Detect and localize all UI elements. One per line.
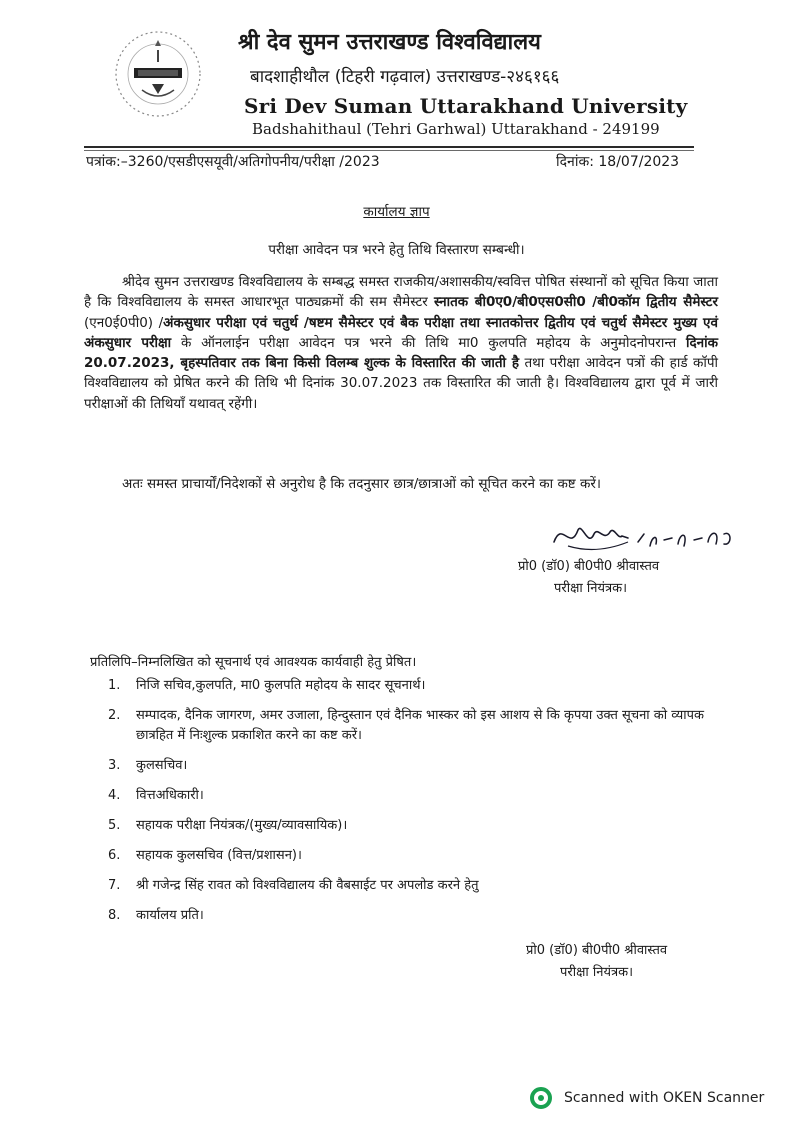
copy-heading: प्रतिलिपि–निम्नलिखित को सूचनार्थ एवं आवश्यक कार्यवाही हेतु प्रेषित।: [90, 655, 417, 670]
para-bold-course: स्नातक बी0ए0/बी0एस0सी0 /बी0कॉम द्वितीय सैमेस्टर: [433, 294, 718, 311]
list-item: 6. सहायक कुलसचिव (वित्त/प्रशासन)।: [108, 848, 302, 863]
university-address-hindi: बादशाहीथौल (टिहरी गढ़वाल) उत्तराखण्ड-२४६१६६: [250, 67, 560, 87]
scanner-label: Scanned with OKEN Scanner: [564, 1090, 765, 1106]
date-value: 18/07/2023: [598, 154, 680, 170]
request-paragraph: अतः समस्त प्राचार्यों/निदेशकों से अनुरोध है कि तदनुसार छात्र/छात्राओं को सूचित करने का कष्ट करें।: [122, 476, 601, 492]
list-item: 8. कार्यालय प्रति।: [108, 908, 204, 923]
list-item: 4. वित्तअधिकारी।: [108, 788, 204, 803]
handwritten-signature: [548, 512, 738, 560]
reference-number: पत्रांक:–3260/एसडीएसयूवी/अतिगोपनीय/परीक्षा /2023: [86, 154, 380, 170]
para-text: (एन0ई0पी0) /: [84, 314, 164, 331]
signatory-title: परीक्षा नियंत्रक।: [554, 581, 628, 596]
university-address-english: Badshahithaul (Tehri Garhwal) Uttarakhand - 249199: [252, 120, 660, 138]
header-rule: [84, 146, 694, 148]
para-text: के ऑनलाईन परीक्षा आवेदन पत्र भरने की तिथि मा0 कुलपति महोदय के अनुमोदनोपरान्त: [171, 334, 686, 351]
list-item: 7. श्री गजेन्द्र सिंह रावत को विश्वविद्यालय की वैबसाईट पर अपलोड करने हेतु: [108, 878, 479, 893]
distribution-list: [108, 676, 738, 936]
para-bold-deadline: दिनांक 20.07.2023, बृहस्पतिवार तक बिना किसी विलम्ब शुल्क के विस्तारित की जाती है: [84, 334, 718, 372]
signatory-name: प्रो0 (डॉ0) बी0पी0 श्रीवास्तव: [518, 559, 660, 574]
list-item: 2. सम्पादक, दैनिक जागरण, अमर उजाला, हिन्दुस्तान एवं दैनिक भास्कर को इस आशय से कि कृपया उक्त सूचना को व्यापक छात्रहित में निःशुल्क प्रकाशित करने का कष्ट करें।: [108, 708, 705, 743]
list-item: 5. सहायक परीक्षा नियंत्रक/(मुख्य/व्यावसायिक)।: [108, 818, 348, 833]
date-label: दिनांक:: [556, 154, 594, 170]
header-rule-secondary: [84, 150, 694, 151]
university-name-hindi: श्री देव सुमन उत्तराखण्ड विश्वविद्यालय: [238, 30, 541, 55]
memo-subject: परीक्षा आवेदन पत्र भरने हेतु तिथि विस्तारण सम्बन्धी।: [268, 242, 525, 258]
copy-signatory-name: प्रो0 (डॉ0) बी0पी0 श्रीवास्तव: [526, 943, 668, 958]
para-text: श्रीदेव सुमन उत्तराखण्ड विश्वविद्यालय के सम्बद्ध समस्त राजकीय/अशासकीय/स्ववित्त पोषित संस्थानों को सूचित किया जाता है कि विश्वविद्यालय के समस्त आधारभूत पाठ्यक्रमों की सम सैमेस्टर: [84, 274, 718, 311]
list-item: 3. कुलसचिव।: [108, 758, 188, 773]
university-name-english: Sri Dev Suman Uttarakhand University: [244, 94, 688, 118]
main-paragraph: [84, 272, 718, 414]
letter-date: [556, 152, 679, 171]
list-item: 1. निजि सचिव,कुलपति, मा0 कुलपति महोदय के सादर सूचनार्थ।: [108, 678, 426, 693]
memo-title: कार्यालय ज्ञाप: [363, 204, 430, 220]
para-bold-exams: अंकसुधार परीक्षा एवं चतुर्थ /षष्टम सैमेस्टर एवं बैक परीक्षा तथा स्नातकोत्तर द्वितीय एवं चतुर्थ सैमेस्टर मुख्य एवं अंकसुधार परीक्षा: [84, 314, 718, 351]
copy-signatory-title: परीक्षा नियंत्रक।: [560, 965, 634, 980]
oken-logo-icon: [530, 1087, 552, 1109]
university-seal-icon: [112, 28, 204, 120]
para-text: तथा परीक्षा आवेदन पत्रों की हार्ड कॉपी विश्वविद्यालय को प्रेषित करने की तिथि भी दिनांक 30.07.2023 तक विस्तारित की जाती है। विश्वविद्यालय द्वारा पूर्व में जारी परीक्षाओं की तिथियाँ यथावत् रहेंगी।: [84, 355, 718, 412]
scanner-watermark: [530, 1085, 764, 1111]
